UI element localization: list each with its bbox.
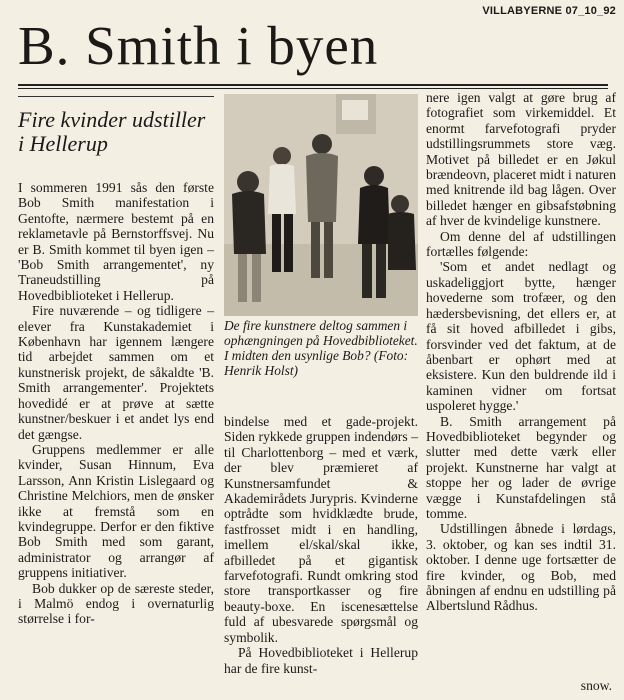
paragraph: På Hovedbiblioteket i Hellerup har de fire kunst-: [224, 645, 418, 676]
article-column-2: [224, 414, 418, 676]
headline: B. Smith i byen: [18, 15, 379, 76]
photo-illustration: [224, 94, 418, 316]
paragraph: Om denne del af udstillingen fortælles følgende:: [426, 228, 616, 260]
paragraph: B. Smith arrangement på Hovedbiblioteket begynder og slutter med dette værk eller projekt. Kunstnerne har valgt at stoppe her og lader de øvrige vægge i Kunstafdelingen stå tomme.: [426, 413, 616, 521]
article-column-1: [18, 180, 214, 627]
paragraph: Udstillingen åbnede i lørdags, 3. oktober, og kan ses indtil 31. oktober. I denne uge fortsætter de fire kvinder, og Bob, med åbningen af endnu en udstilling på Albertslund Rådhus.: [426, 521, 616, 614]
paragraph: I sommeren 1991 sås den første Bob Smith manifestation i Gentofte, nærmere bestemt på en reklametavle på Bernstorffsvej. Nu er B. Smith kommet til byen igen – 'Bob Smith arrangementet', ny Traneudstilling på Hovedbiblioteket i Hellerup.: [18, 180, 214, 303]
paragraph: Gruppens medlemmer er alle kvinder, Susan Hinnum, Eva Larsson, Ann Kristin Lislegaard og Christine Melchiors, men de ønsker ikke at fremstå som en kvindegruppe. Derfor er den fiktive Bob Smith med som garant, administrator og arrangør af gruppens initiativer.: [18, 441, 214, 581]
paragraph: bindelse med et gade-projekt. Siden rykkede gruppen indendørs – til Charlottenborg – med et værk, der blev præmieret af Kunstnersamfundet & Akademirådets Jurypris. Kvinderne optrådte som hvidklædte brude, fastfrosset midt i en handling, imellem el/skal/skal ikke, afbilledet på et gigantisk farvefotografi. Rundt omkring stod store transportkasser og fire beauty-boxe. En iscenesættelse fuld af ubesvarede spørgsmål og symbolik.: [224, 414, 418, 645]
paragraph: Fire nuværende – og tidligere – elever fra Kunstakademiet i København har igennem længere tid arbejdet sammen om et kunstnerisk projekt, de såkaldte 'B. Smith arrangementer'. Projektets hovedidé er at prøve at sætte kunstner/beskuer i et andet lys end det gængse.: [18, 303, 214, 442]
headline-rule-thin: [18, 88, 608, 89]
photo-caption: De fire kunstnere deltog sammen i ophængningen på Hovedbiblioteket. I midten den usynlige Bob? (Foto: Henrik Holst): [224, 318, 418, 378]
paragraph: Bob dukker op de særeste steder, i Malmö endog i overnaturlig størrelse i for-: [18, 580, 214, 627]
source-stamp: VILLABYERNE 07_10_92: [482, 5, 616, 17]
author-signature: snow.: [580, 678, 612, 693]
article-photo: [224, 94, 418, 316]
subheadline: Fire kvinder udstiller i Hellerup: [18, 107, 206, 156]
headline-rule: [18, 84, 608, 86]
paragraph: nere igen valgt at gøre brug af fotografiet som virkemiddel. Et enormt farvefotografi pryder udstillingsrummets store væg. Motivet på billedet er en Jøkul brændeovn, placeret midt i naturen med knitrende ild bag lågen. Over billedet hænger en gibsafstøbning af hver de kvindelige kunstnere.: [426, 90, 616, 229]
subheadline-rule: [18, 96, 214, 97]
article-column-3: [426, 90, 616, 614]
paragraph: 'Som et andet nedlagt og uskadeliggjort bytte, hænger hovederne som trofæer, og den hædersbevisning, det ellers er, at få sit hoved afbilledet i gibs, forsvinder ved det faktum, at de åbenbart er ophørt med at eksistere. Kun den buldrende ild i kaminen vidner om fortsat uspoleret hygge.': [426, 259, 616, 414]
